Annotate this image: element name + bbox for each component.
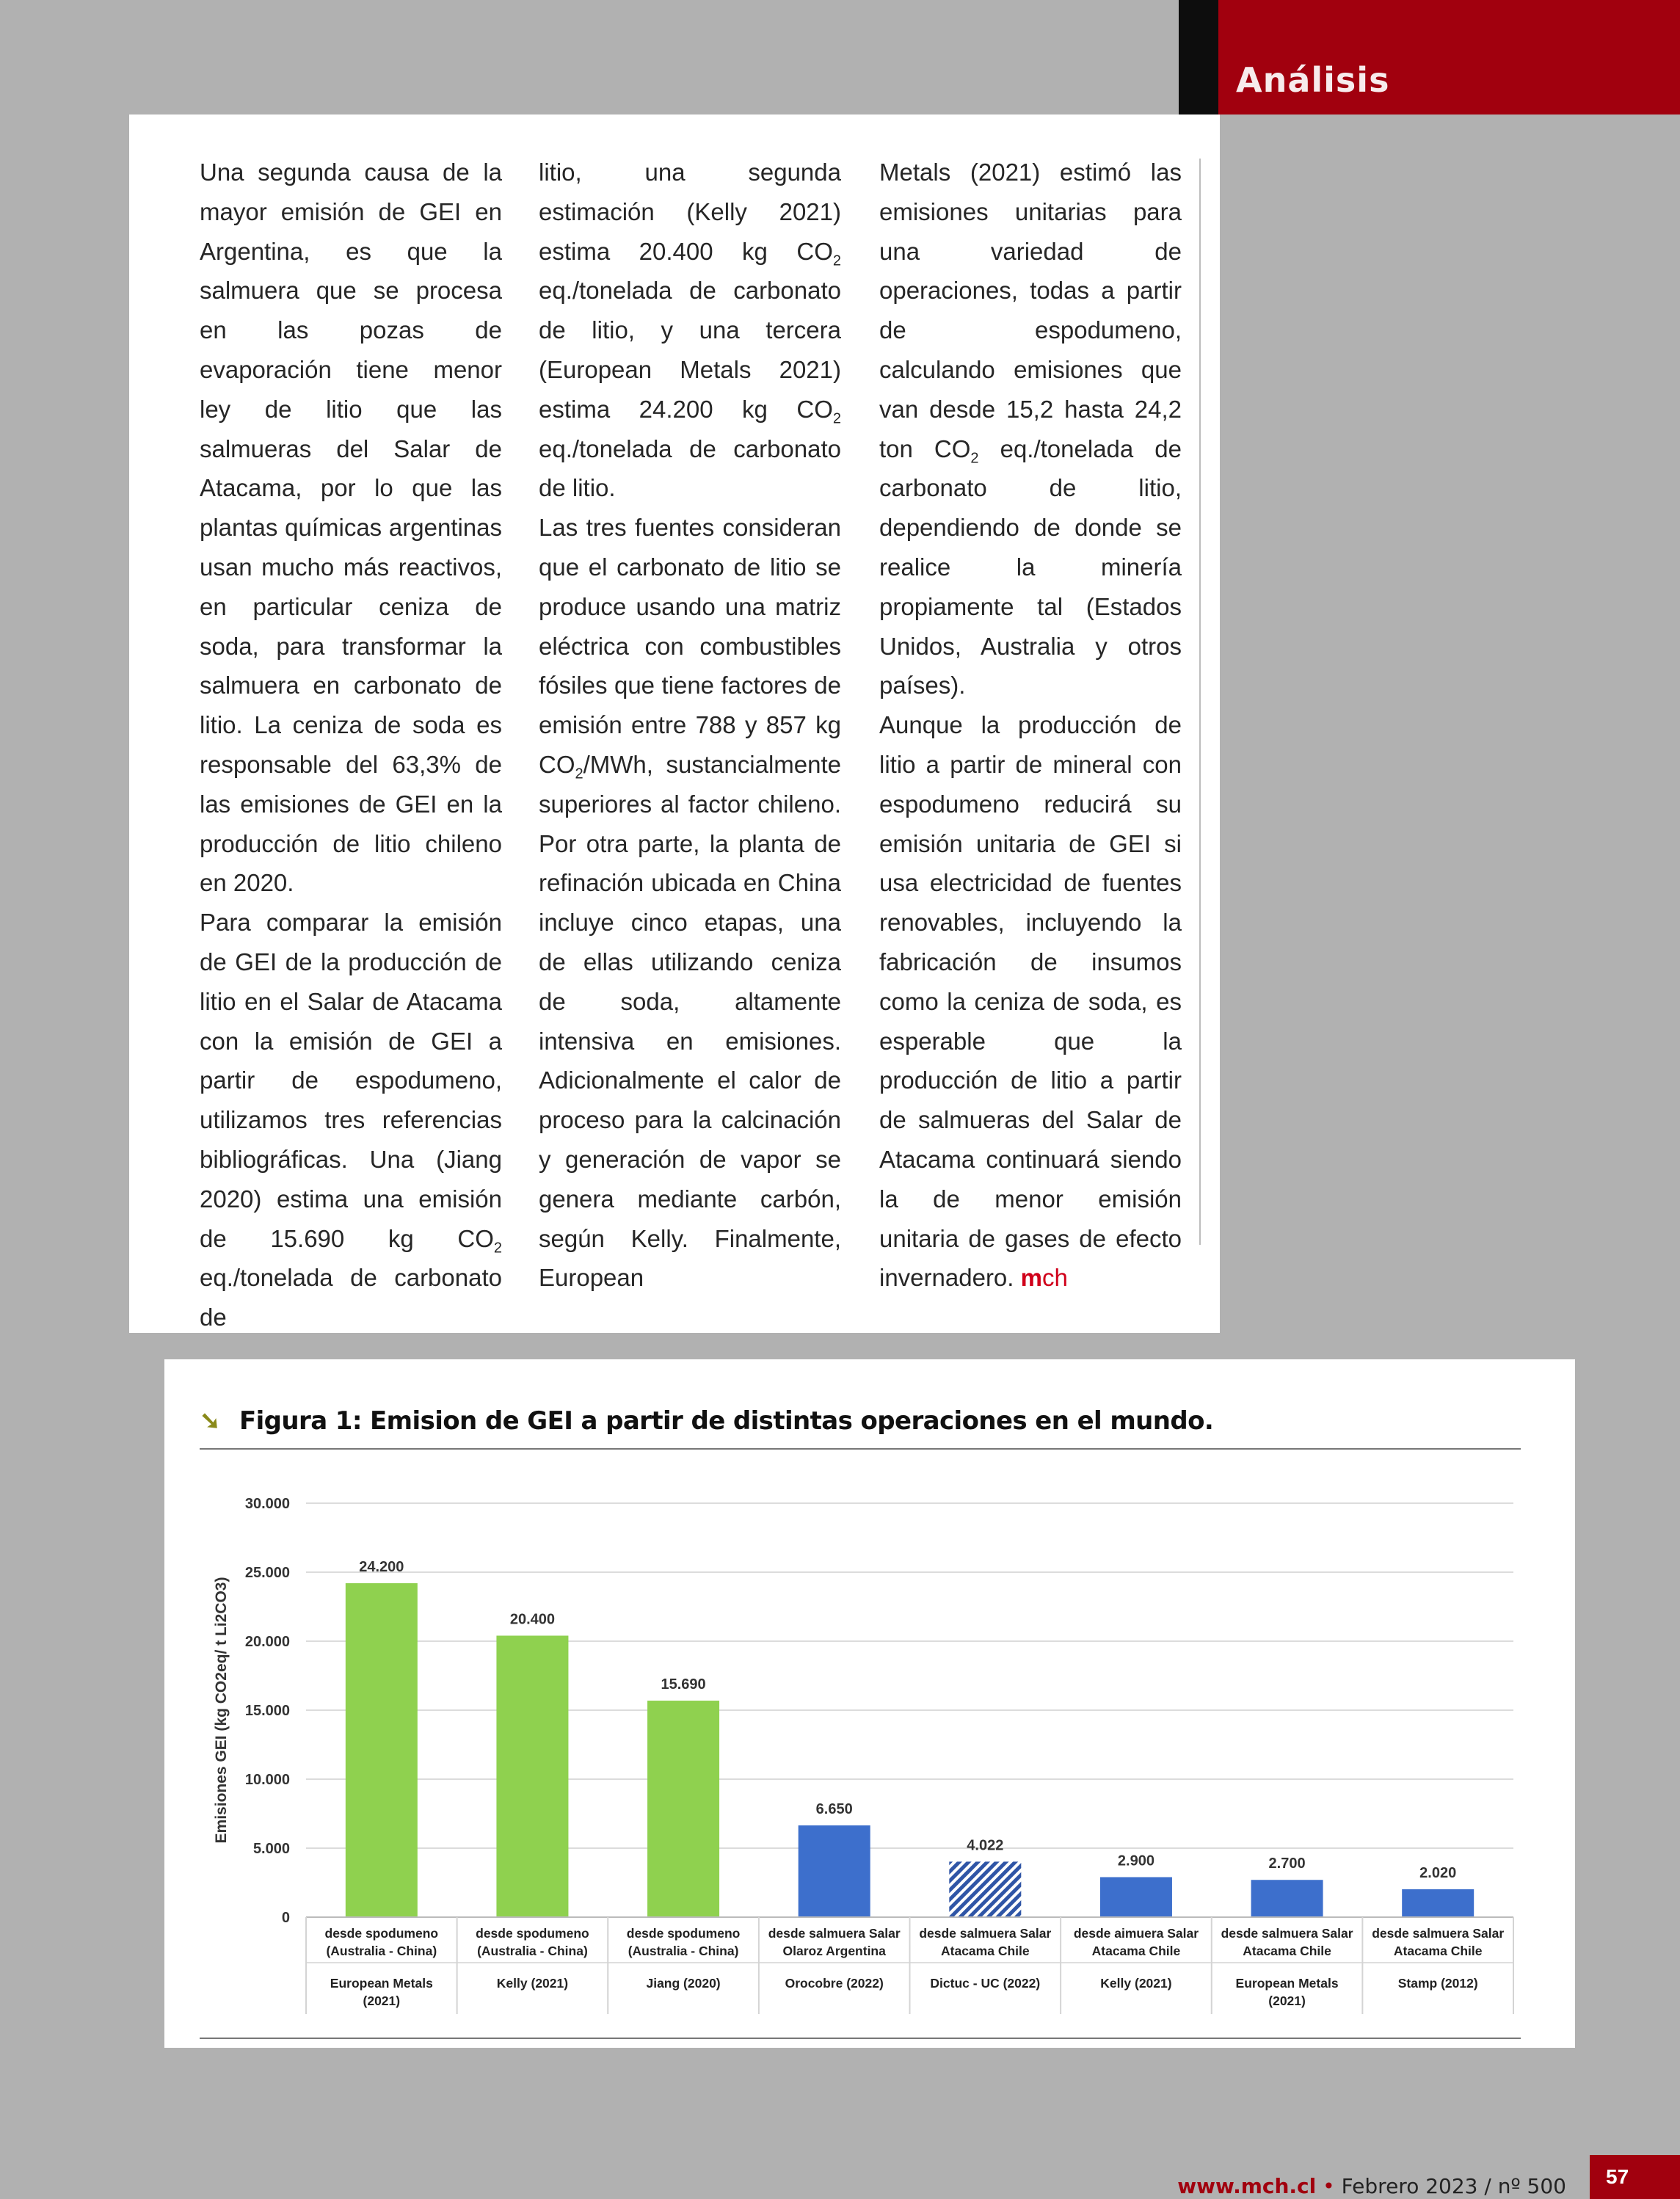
paragraph: Para comparar la emisión de GEI de la producción de litio en el Salar de Atacama con la emisión de GEI a partir de espodumeno, utilizamos tres referencias bibliográficas. Una (Jiang 2020) estima una emisión de 15.690 kg $CO_2$ eq./tonelada de carbonato de (200, 909, 502, 1331)
y-tick-label: 0 (281, 1910, 290, 1926)
y-tick-label: 20.000 (244, 1634, 290, 1650)
section-tab (1179, 0, 1680, 115)
x-tick-label: Atacama Chile (1393, 1944, 1483, 1958)
x-tick-label: desde salmuera Salar (919, 1926, 1052, 1941)
footer-issue: Febrero 2023 / nº 500 (1341, 2174, 1566, 2198)
x-tick-source: Jiang (2020) (646, 1976, 721, 1991)
data-label: 6.650 (815, 1800, 853, 1817)
article-column-2 (539, 153, 841, 1298)
chart-bars (346, 1559, 1474, 1917)
data-label: 24.200 (359, 1559, 404, 1576)
x-tick-label: (Australia - China) (326, 1944, 437, 1958)
paragraph: Una segunda causa de la mayor emisión de GEI en Argentina, es que la salmuera que se procesa en las pozas de evaporación tiene menor ley de litio que las salmueras del Salar de Atacama, por lo que las plantas químicas argentinas usan mucho más reactivos, en particular ceniza de soda, para transformar la salmuera en carbonato de litio. La ceniza de soda es responsable del 63,3% de las emisiones de GEI en la producción de litio chileno en 2020. (200, 159, 502, 897)
figure-rule-bottom (200, 2038, 1521, 2039)
data-label: 2.900 (1117, 1853, 1154, 1869)
section-label: Análisis (1236, 60, 1390, 100)
section-tab-accent (1179, 0, 1218, 115)
x-tick-source: Dictuc - UC (2022) (930, 1976, 1041, 1991)
paragraph: Aunque la producción de litio a partir de mineral con espodumeno reducirá su emisión unitaria de GEI si usa electricidad de fuentes renovables, incluyendo la fabricación de insumos como la ceniza de soda, es esperable que la producción de litio a partir de salmueras del Salar de Atacama continuará siendo la de menor emisión unitaria de gases de efecto invernadero. mch (879, 711, 1182, 1292)
data-label: 2.020 (1419, 1865, 1457, 1882)
page-number-box (1590, 2155, 1680, 2199)
x-tick-source: European Metals (1235, 1976, 1339, 1991)
column-divider (1199, 159, 1201, 1245)
x-tick-label: desde salmuera Salar (1372, 1926, 1505, 1941)
x-tick-label: Atacama Chile (941, 1944, 1030, 1958)
bar-chart (200, 1461, 1521, 2033)
data-label: 20.400 (509, 1611, 556, 1628)
figure-rule-top (200, 1448, 1521, 1450)
bar (346, 1583, 418, 1917)
x-tick-label: (Australia - China) (628, 1944, 739, 1958)
x-tick-label: desde salmuera Salar (768, 1926, 901, 1941)
signature-mark-suffix: ch (1041, 1264, 1068, 1292)
x-tick-label: desde salmuera Salar (1221, 1926, 1353, 1941)
figure-caption: Figura 1: Emision de GEI a partir de distintas operaciones en el mundo. (239, 1406, 1214, 1436)
x-tick-label: desde spodumeno (476, 1926, 589, 1941)
footer-credit (1177, 2174, 1566, 2198)
chart-grid (306, 1503, 1513, 1917)
x-tick-label: Atacama Chile (1091, 1944, 1181, 1958)
x-tick-label: desde aimuera Salar (1073, 1926, 1199, 1941)
x-tick-source: Stamp (2012) (1397, 1976, 1478, 1991)
bar (799, 1825, 870, 1917)
bar (496, 1635, 568, 1917)
bar (1402, 1889, 1474, 1917)
x-tick-label: desde spodumeno (324, 1926, 439, 1941)
bar (949, 1861, 1021, 1917)
bar (647, 1701, 719, 1917)
x-tick-source: (2021) (1268, 1993, 1306, 2008)
x-tick-label: Olaroz Argentina (782, 1944, 886, 1958)
figure-arrow-icon: ➘ (200, 1407, 221, 1435)
chart-x-axis (306, 1917, 1513, 2014)
data-label: 4.022 (967, 1837, 1004, 1854)
y-axis-label: Emisiones GEI (kg CO2eq/ t Li2CO3) (213, 1577, 230, 1844)
y-tick-label: 5.000 (252, 1841, 290, 1857)
chart-y-axis (213, 1496, 290, 1926)
footer-separator: • (1323, 2174, 1335, 2198)
footer-url[interactable]: www.mch.cl (1177, 2174, 1317, 2198)
data-label: 2.700 (1268, 1855, 1306, 1872)
x-tick-source: (2021) (363, 1993, 401, 2008)
x-tick-label: Atacama Chile (1243, 1944, 1331, 1958)
article-column-1 (200, 153, 502, 1337)
paragraph: Metals (2021) estimó las emisiones unitarias para una variedad de operaciones, todas a partir de espodumeno, calculando emisiones que van desde 15,2 hasta 24,2 ton $CO_2$ eq./tonelada de carbonato de litio, dependiendo de donde se realice la minería propiamente tal (Estados Unidos, Australia y otros países). (879, 159, 1182, 699)
y-tick-label: 30.000 (244, 1496, 290, 1512)
x-tick-source: Kelly (2021) (496, 1976, 569, 1991)
x-tick-source: European Metals (330, 1976, 433, 1991)
page-number: 57 (1606, 2165, 1629, 2188)
article-column-3 (879, 153, 1182, 1298)
y-tick-label: 15.000 (244, 1703, 290, 1719)
paragraph: litio, una segunda estimación (Kelly 2021) estima 20.400 kg $CO_2$ eq./tonelada de carbonato de litio, y una tercera (European Metals 2021) estima 24.200 kg $CO_2$ eq./tonelada de carbonato de litio. (539, 159, 841, 502)
y-tick-label: 25.000 (244, 1565, 290, 1581)
data-label: 15.690 (661, 1676, 706, 1693)
signature-mark: m (1020, 1264, 1042, 1292)
x-tick-label: (Australia - China) (477, 1944, 588, 1958)
y-tick-label: 10.000 (244, 1772, 290, 1788)
paragraph: Las tres fuentes consideran que el carbonato de litio se produce usando una matriz eléctrica con combustibles fósiles que tiene factores de emisión entre 788 y 857 kg $CO_2$/MWh, sustancialmente superiores al factor chileno. Por otra parte, la planta de refinación ubicada en China incluye cinco etapas, una de ellas utilizando ceniza de soda, altamente intensiva en emisiones. Adicionalmente el calor de proceso para la calcinación y generación de vapor se genera mediante carbón, según Kelly. Finalmente, European (539, 514, 841, 1292)
bar (1100, 1877, 1172, 1917)
x-tick-source: Orocobre (2022) (785, 1976, 884, 1991)
x-tick-source: Kelly (2021) (1100, 1976, 1172, 1991)
x-tick-label: desde spodumeno (626, 1926, 741, 1941)
bar (1251, 1880, 1323, 1917)
